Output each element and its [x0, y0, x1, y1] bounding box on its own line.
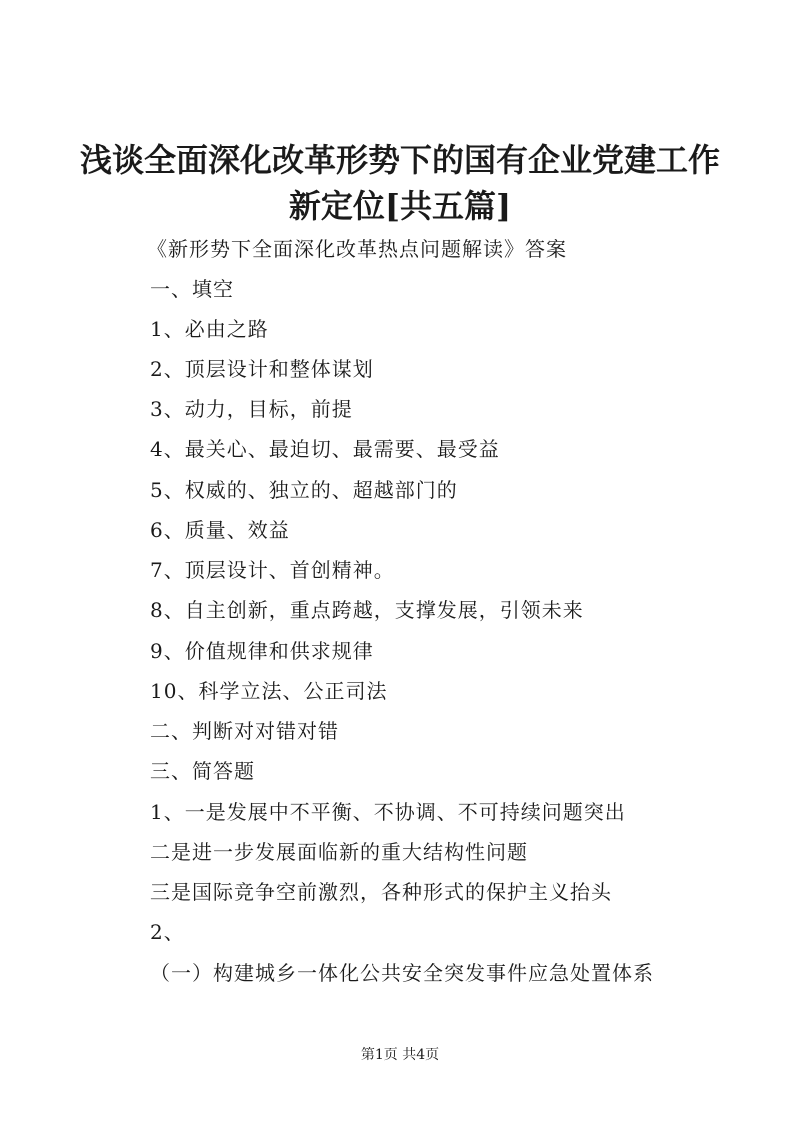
answer-line: 10、科学立法、公正司法 [150, 679, 388, 703]
answer-line: 1、必由之路 [150, 317, 269, 341]
answer-line: 6、质量、效益 [150, 518, 290, 542]
section-true-false: 二、判断对对错对错 [150, 719, 339, 743]
answer-heading: 《新形势下全面深化改革热点问题解读》答案 [147, 237, 567, 261]
answer-line: 9、价值规律和供求规律 [150, 639, 374, 663]
answer-line: 7、顶层设计、首创精神。 [150, 558, 395, 582]
document-title-line-2: 新定位[共五篇] [288, 187, 512, 225]
section-fill-blank: 一、填空 [150, 277, 234, 301]
answer-line: 3、动力，目标，前提 [150, 397, 353, 421]
answer-line: 2、顶层设计和整体谋划 [150, 357, 374, 381]
page-number: 第1页 共4页 [360, 1047, 440, 1063]
answer-line: 4、最关心、最迫切、最需要、最受益 [150, 437, 500, 461]
answer-line: （一）构建城乡一体化公共安全突发事件应急处置体系 [150, 961, 654, 985]
answer-line: 1、一是发展中不平衡、不协调、不可持续问题突出 [150, 800, 626, 824]
answer-line: 2、 [150, 920, 185, 944]
answer-line: 二是进一步发展面临新的重大结构性问题 [150, 840, 528, 864]
document-title-line-1: 浅谈全面深化改革形势下的国有企业党建工作 [79, 141, 720, 179]
answer-line: 三是国际竞争空前激烈，各种形式的保护主义抬头 [150, 880, 612, 904]
answer-line: 5、权威的、独立的、超越部门的 [150, 478, 458, 502]
section-short-answer: 三、简答题 [150, 759, 255, 783]
answer-line: 8、自主创新，重点跨越，支撑发展，引领未来 [150, 598, 584, 622]
